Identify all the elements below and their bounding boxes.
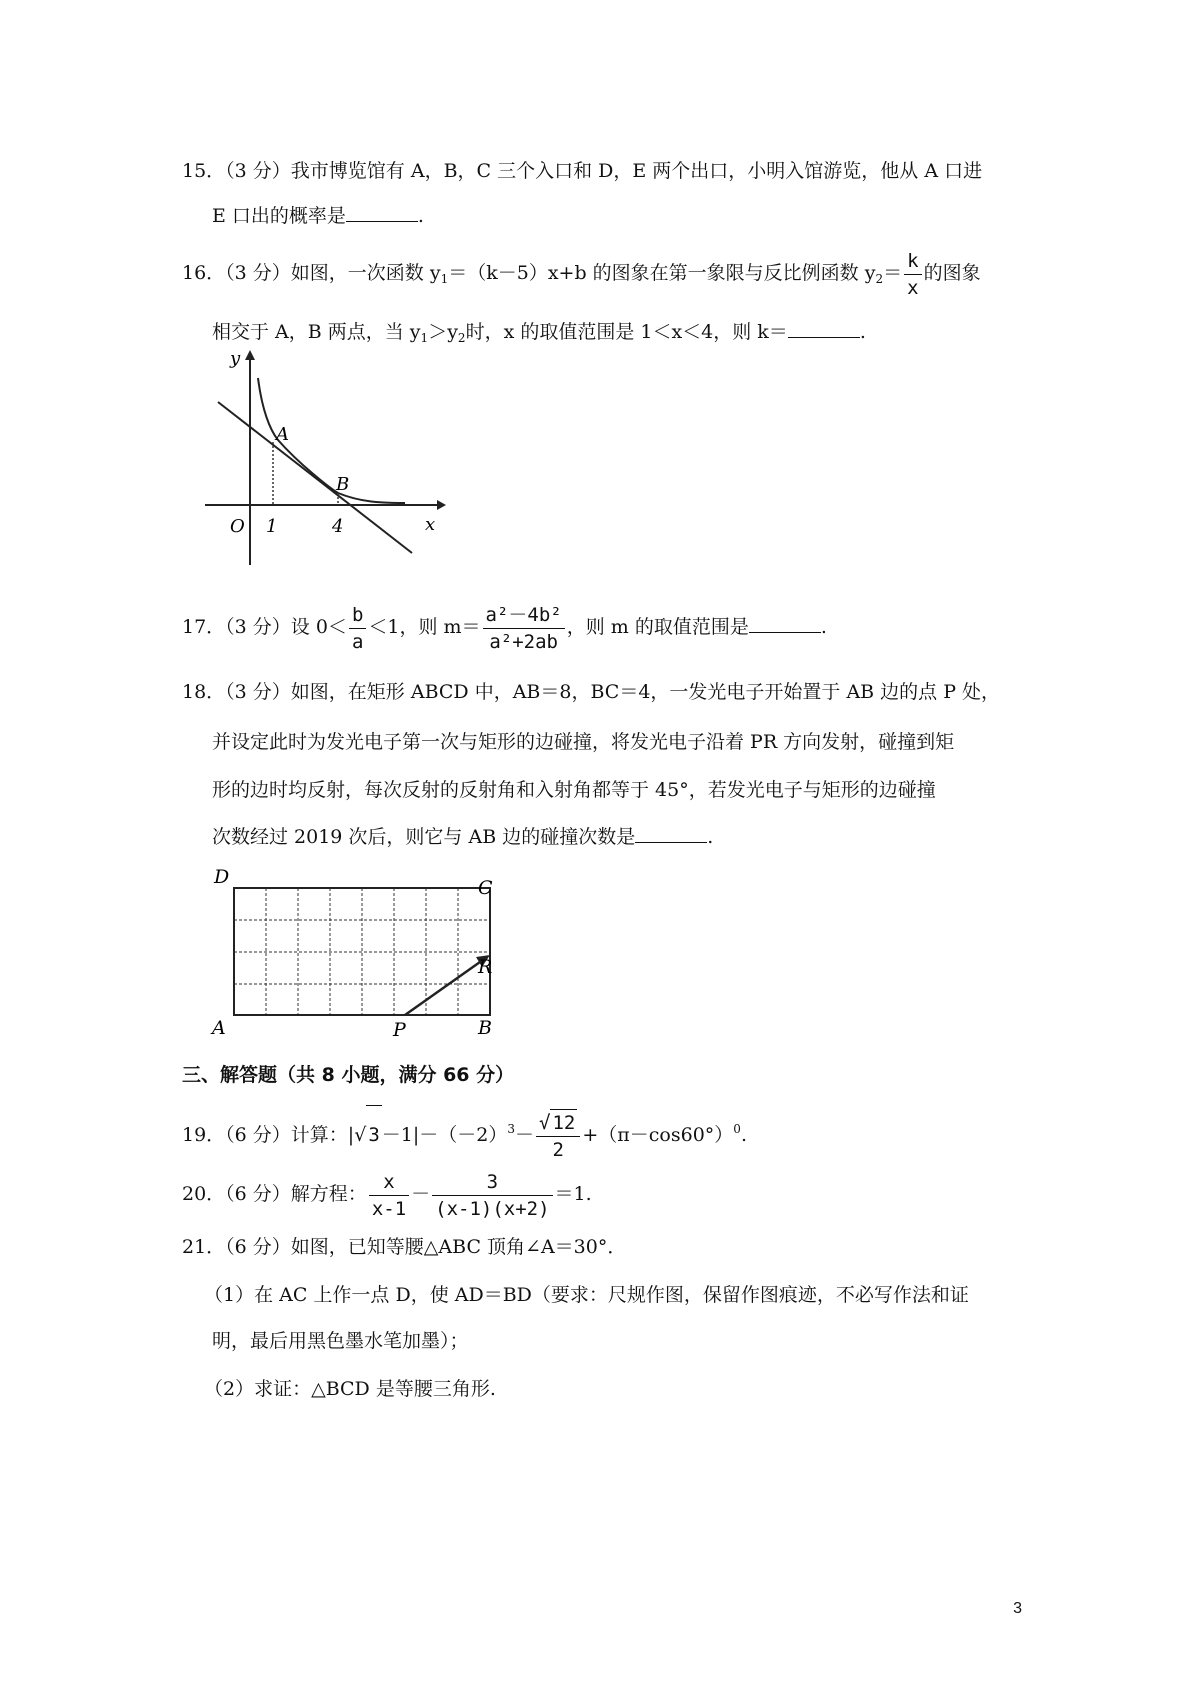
q15-line2 bbox=[212, 201, 424, 231]
q16-line2 bbox=[212, 317, 866, 353]
q16-l2a: 相交于 A，B 两点，当 y bbox=[212, 321, 421, 343]
q19-sqrt-arg: 3 bbox=[366, 1105, 381, 1164]
q19-mid1: －1|－（－2） bbox=[381, 1124, 508, 1146]
q18-line1: 18．（3 分）如图，在矩形 ABCD 中，AB＝8，BC＝4，一发光电子开始置于 AB 边的点 P 处， bbox=[182, 681, 1001, 703]
corner-d-label: D bbox=[214, 868, 230, 888]
point-p-label: P bbox=[393, 1019, 406, 1038]
q20-f1-den: x-1 bbox=[371, 1197, 407, 1220]
q17-f2-den: a²+2ab bbox=[489, 630, 558, 653]
answer-blank bbox=[749, 614, 821, 633]
q21-line4: （2）求证：△BCD 是等腰三角形. bbox=[204, 1378, 496, 1400]
q20-fraction-2 bbox=[432, 1169, 552, 1222]
q16-l2c: 时，x 的取值范围是 1＜x＜4，则 k＝ bbox=[465, 321, 788, 343]
origin-label: O bbox=[230, 516, 245, 537]
q16-prefix: 16．（3 分）如图，一次函数 y bbox=[182, 262, 441, 284]
q19-fraction bbox=[536, 1109, 580, 1163]
q16-graph bbox=[200, 350, 450, 570]
q20-f2-den: (x-1)(x+2) bbox=[435, 1197, 550, 1220]
corner-b-label: B bbox=[478, 1017, 492, 1038]
q19-frac-den: 2 bbox=[552, 1139, 564, 1161]
y-axis-label: y bbox=[230, 350, 241, 369]
q15-line1: 15．（3 分）我市博览馆有 A，B，C 三个入口和 D，E 两个出口，小明入馆游览，他从 A 口进 bbox=[182, 160, 983, 182]
q19-mid2: +（π－cos60°） bbox=[582, 1124, 734, 1146]
q19-frac-num: √ 12 bbox=[536, 1109, 580, 1137]
answer-blank bbox=[635, 824, 707, 843]
q20-prefix: 20．（6 分）解方程： bbox=[182, 1183, 367, 1205]
q19-end: . bbox=[740, 1124, 747, 1146]
page-number: 3 bbox=[1013, 1600, 1022, 1617]
q20-minus: － bbox=[411, 1183, 431, 1205]
x-axis-label: x bbox=[425, 514, 436, 535]
q17-f1-den: a bbox=[351, 630, 364, 653]
answer-blank bbox=[788, 319, 860, 338]
q19-frac-num-arg: 12 bbox=[550, 1109, 577, 1136]
q16-l2d: . bbox=[859, 321, 866, 343]
point-r-label: R bbox=[478, 956, 493, 978]
q17-mid: ＜1，则 m＝ bbox=[368, 616, 481, 638]
q20-f1-num: x bbox=[369, 1169, 409, 1196]
q20-suffix: ＝1. bbox=[554, 1183, 592, 1205]
q15-end: . bbox=[417, 205, 424, 227]
q16-fraction bbox=[904, 248, 921, 301]
q17-prefix: 17．（3 分）设 0＜ bbox=[182, 616, 347, 638]
q16-eq: ＝ bbox=[883, 262, 903, 284]
q17-fraction-1 bbox=[349, 602, 366, 655]
q18-line3: 形的边时均反射，每次反射的反射角和入射角都等于 45°，若发光电子与矩形的边碰撞 bbox=[212, 779, 936, 801]
corner-c-label: C bbox=[478, 877, 493, 899]
q20-fraction-1 bbox=[369, 1169, 409, 1222]
q21-line3: 明，最后用黑色墨水笔加墨）； bbox=[212, 1330, 469, 1352]
tick-1-label: 1 bbox=[266, 516, 278, 537]
q21-line2: （1）在 AC 上作一点 D，使 AD＝BD（要求：尺规作图，保留作图痕迹，不必写作法和证 bbox=[204, 1284, 969, 1306]
q16-l2-sub1: 1 bbox=[420, 331, 429, 345]
q19-exp0: 0 bbox=[733, 1122, 741, 1136]
q17-f1-num: b bbox=[349, 602, 366, 629]
q17-fraction-2 bbox=[483, 602, 565, 655]
q20-line bbox=[182, 1165, 592, 1223]
tick-4-label: 4 bbox=[332, 516, 344, 537]
q16-l2-sub2: 2 bbox=[457, 331, 466, 345]
q16-frac-den: x bbox=[907, 276, 919, 299]
q18-l4a: 次数经过 2019 次后，则它与 AB 边的碰撞次数是 bbox=[212, 826, 636, 848]
q15-text: E 口出的概率是 bbox=[212, 205, 346, 227]
point-b-label: B bbox=[336, 474, 350, 495]
q16-l2b: ＞y bbox=[428, 321, 458, 343]
q17-line bbox=[182, 598, 827, 656]
q18-grid-figure bbox=[210, 868, 500, 1038]
q17-end: . bbox=[820, 616, 827, 638]
q17-f2-num: a²－4b² bbox=[483, 602, 565, 629]
q18-l4b: . bbox=[707, 826, 714, 848]
q18-line2: 并设定此时为发光电子第一次与矩形的边碰撞，将发光电子沿着 PR 方向发射，碰撞到矩 bbox=[212, 731, 955, 753]
q19-line bbox=[182, 1100, 747, 1164]
sqrt-symbol: √ bbox=[354, 1124, 367, 1146]
section-title: 三、解答题（共 8 小题，满分 66 分） bbox=[182, 1064, 515, 1086]
q21-line1: 21．（6 分）如图，已知等腰△ABC 顶角∠A＝30°． bbox=[182, 1236, 627, 1258]
q16-line1 bbox=[182, 247, 981, 305]
answer-blank bbox=[346, 203, 418, 222]
point-a-label: A bbox=[276, 424, 289, 445]
corner-a-label: A bbox=[212, 1017, 226, 1038]
q20-f2-num: 3 bbox=[432, 1169, 552, 1196]
q17-suffix: ，则 m 的取值范围是 bbox=[566, 616, 749, 638]
q16-mid: ＝（k－5）x+b 的图象在第一象限与反比例函数 y bbox=[448, 262, 876, 284]
q16-sub2: 2 bbox=[875, 272, 884, 286]
q16-sub1: 1 bbox=[440, 272, 449, 286]
q19-exp3: 3 bbox=[507, 1122, 516, 1136]
q18-line4 bbox=[212, 822, 713, 852]
q16-suffix: 的图象 bbox=[923, 262, 981, 284]
q16-frac-num: k bbox=[904, 248, 921, 275]
q19-minus: － bbox=[515, 1124, 535, 1146]
q19-prefix: 19．（6 分）计算：| bbox=[182, 1124, 355, 1146]
